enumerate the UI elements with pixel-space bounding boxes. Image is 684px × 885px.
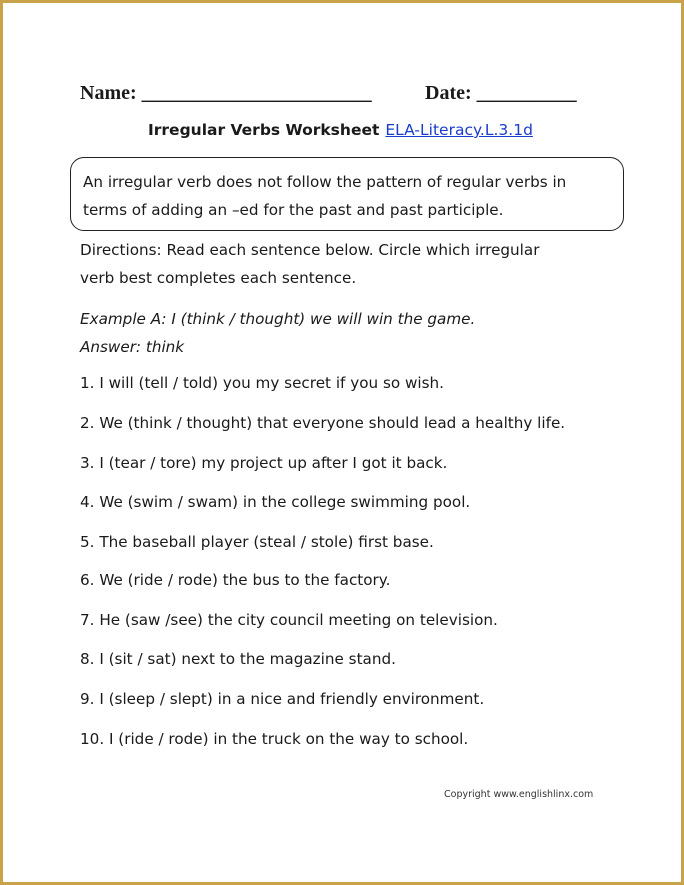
directions [80, 236, 539, 292]
copyright: Copyright www.englishlinx.com [444, 789, 594, 800]
directions-line: Directions: Read each sentence below. Circle which irregular [80, 241, 540, 259]
question-item: 8. I (sit / sat) next to the magazine stand. [80, 650, 396, 668]
question-item: 3. I (tear / tore) my project up after I got it back. [80, 454, 448, 472]
standard-link[interactable]: ELA-Literacy.L.3.1d [385, 121, 533, 139]
definition-line: An irregular verb does not follow the pattern of regular verbs in [83, 173, 567, 191]
title-text: Irregular Verbs Worksheet [148, 121, 380, 139]
question-item: 10. I (ride / rode) in the truck on the way to school. [80, 730, 469, 748]
example-sentence: Example A: I (think / thought) we will win the game. [80, 310, 476, 328]
worksheet-title [148, 121, 533, 139]
example-answer: Answer: think [80, 338, 185, 356]
definition-box [70, 157, 624, 231]
question-item: 6. We (ride / rode) the bus to the factory. [80, 571, 391, 589]
name-field: Name: _______________________ [80, 82, 372, 104]
definition-line: terms of adding an –ed for the past and past participle. [83, 201, 504, 219]
date-field: Date: __________ [425, 82, 577, 104]
question-item: 2. We (think / thought) that everyone should lead a healthy life. [80, 414, 566, 432]
question-item: 5. The baseball player (steal / stole) first base. [80, 533, 434, 551]
directions-line: verb best completes each sentence. [80, 269, 357, 287]
example [80, 305, 475, 361]
question-item: 7. He (saw /see) the city council meeting on television. [80, 611, 498, 629]
question-item: 4. We (swim / swam) in the college swimming pool. [80, 493, 471, 511]
question-item: 9. I (sleep / slept) in a nice and friendly environment. [80, 690, 485, 708]
question-item: 1. I will (tell / told) you my secret if you so wish. [80, 374, 444, 392]
